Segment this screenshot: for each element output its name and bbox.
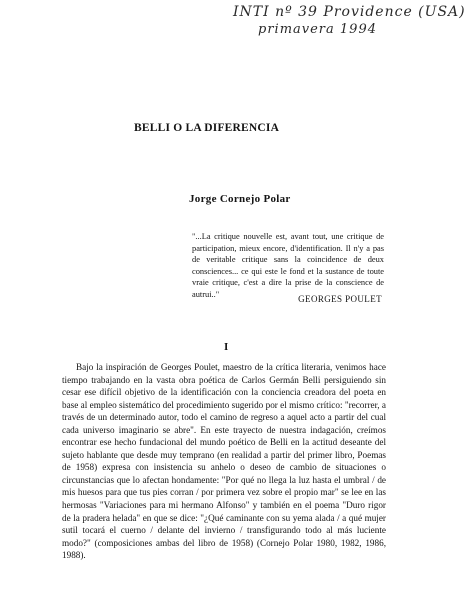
body-paragraph: Bajo la inspiración de Georges Poulet, maestro de la crítica literaria, venimos hace tiempo trabajando en la vasta obra poética de Carlos Germán Belli persiguiendo sin cesar ese difícil objetivo de la identificación con la conciencia creadora del poeta en base al empleo sistemático del procedimiento sugerido por el mismo crítico: "recorrer, a través de un determinado autor, todo el camino de regreso a aquel acto a partir del cual cada universo imaginario se abre". En este trayecto de nuestra indagación, creímos encontrar ese hecho fundacional del mundo poético de Belli en la actitud deseante del sujeto hablante que desde muy temprano (en realidad a partir del primer libro, Poemas de 1958) expresa con insistencia su anhelo o deseo de cambio de situaciones o circunstancias que lo afectan hondamente: "Por qué no llega la luz hasta el umbral / de mis huesos para que tus pies corran / por primera vez sobre el propio mar" se lee en las hermosas "Variaciones para mi hermano Alfonso" y también en el poema "Duro rigor de la pradera helada" en que se dice: "¿Qué caminante con su yema alada / a qué mujer sutil tocará el cuerno / delante del invierno / transfigurando todo al más luciente modo?" (composiciones ambas del libro de 1958) (Cornejo Polar 1980, 1982, 1986, 1988). bbox=[62, 362, 386, 561]
handwritten-date: primavera 1994 bbox=[258, 22, 377, 37]
epigraph-attribution: GEORGES POULET bbox=[298, 294, 382, 304]
epigraph-quote: "...La critique nouvelle est, avant tout, une critique de participation, mieux encore, d'identification. Il n'y a pas de veritable critique sans la coincidence de deux consciences... ce qui este le fond et la sustance de toute vraie critique, c'est a dire la prise de la conscience de autrui.." bbox=[192, 232, 384, 299]
handwritten-reference: INTI nº 39 Providence (USA) bbox=[233, 4, 466, 20]
section-number: I bbox=[224, 341, 229, 353]
article-author: Jorge Cornejo Polar bbox=[189, 193, 291, 205]
article-title: BELLI O LA DIFERENCIA bbox=[134, 122, 280, 134]
